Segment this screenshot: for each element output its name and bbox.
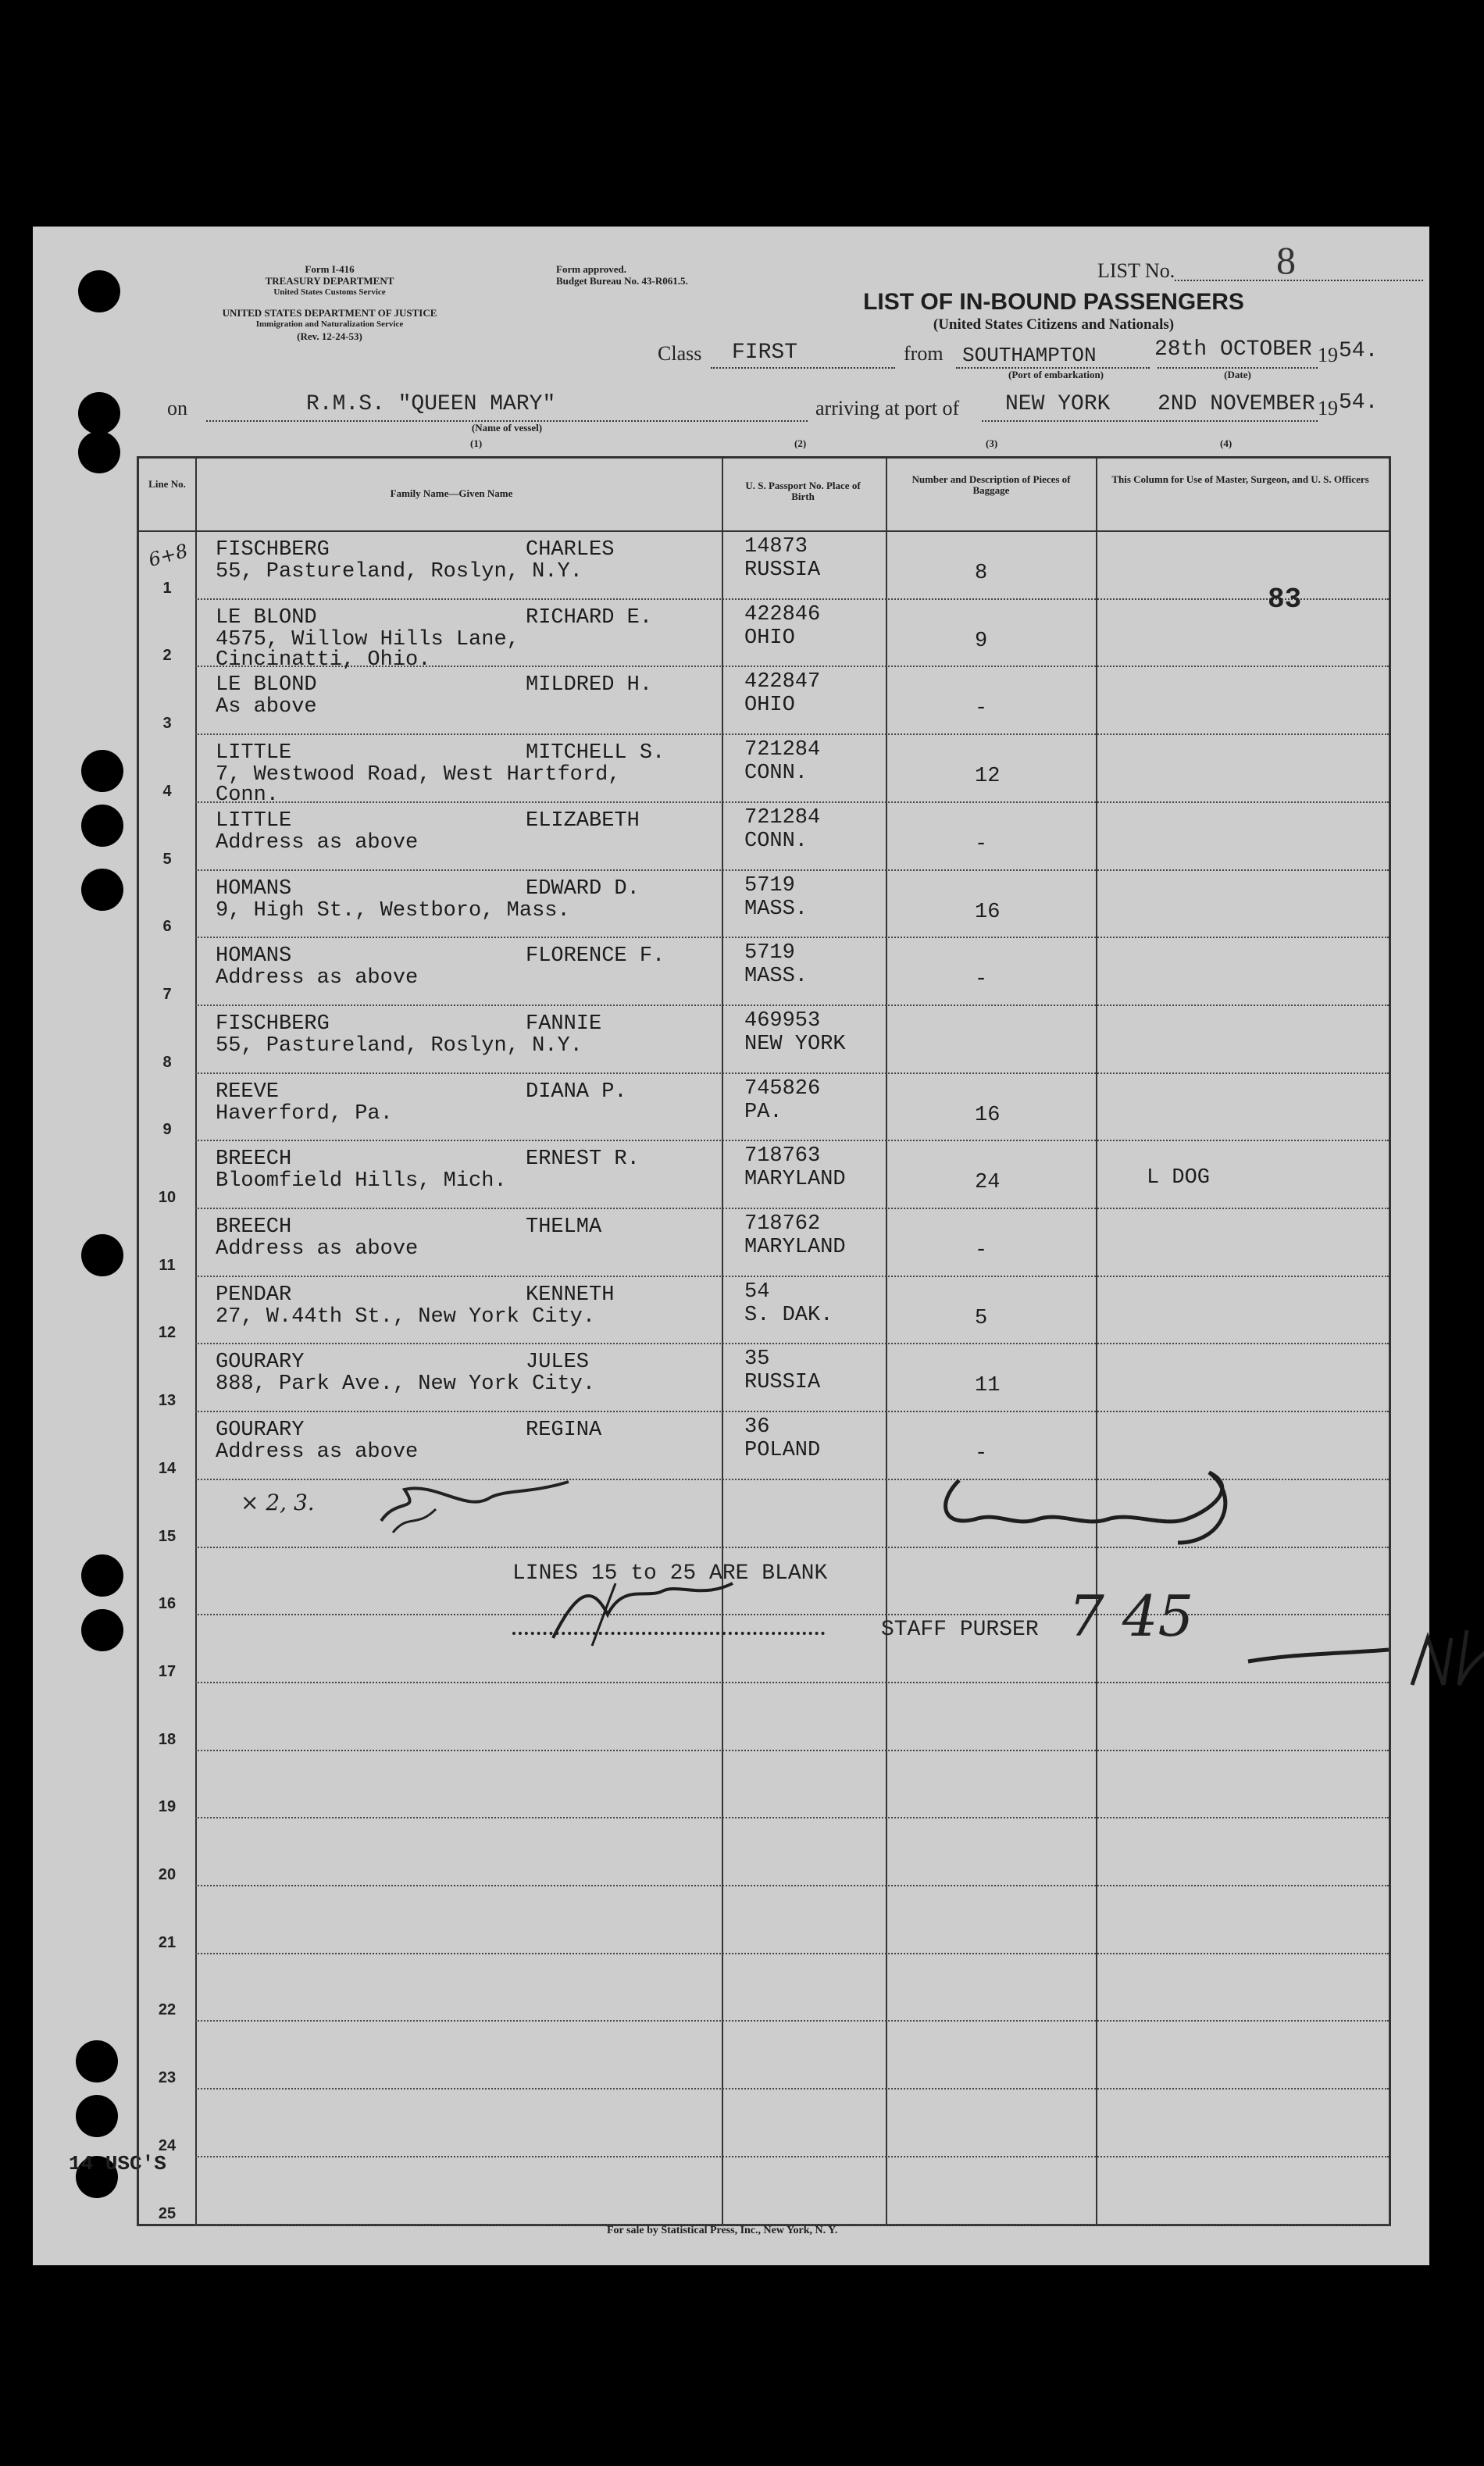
date-depart: 28th OCTOBER <box>1154 337 1312 362</box>
address: 4575, Willow Hills Lane, <box>216 627 519 651</box>
line-number: 22 <box>158 2001 177 2019</box>
class-label: Class <box>658 342 702 365</box>
row-rule <box>195 1411 1389 1412</box>
given-name: KENNETH <box>526 1283 615 1307</box>
given-name: CHARLES <box>526 538 615 562</box>
column-divider <box>195 459 197 2224</box>
row-rule <box>195 1005 1389 1006</box>
family-name: FISCHBERG <box>216 1012 330 1036</box>
list-no-line <box>1175 280 1423 281</box>
given-name: MILDRED H. <box>526 673 653 698</box>
col-marker-2: (2) <box>794 437 807 449</box>
passport-no: 422846 <box>744 602 821 626</box>
place-of-birth: MARYLAND <box>744 1236 846 1259</box>
initials-signature <box>1233 1607 1484 1701</box>
place-of-birth: OHIO <box>744 626 795 650</box>
row-rule <box>195 1953 1389 1954</box>
family-name: FISCHBERG <box>216 538 330 562</box>
baggage-count: 11 <box>975 1374 1001 1398</box>
address: Address as above <box>216 966 419 990</box>
header-line-no: Line No. <box>148 478 186 490</box>
given-name: JULES <box>526 1351 590 1375</box>
place-of-birth: CONN. <box>744 829 808 853</box>
checked-lines-note: × 2, 3. <box>241 1490 315 1515</box>
line-number: 4 <box>162 782 172 800</box>
punch-hole <box>76 2095 118 2137</box>
address-line-2: Conn. <box>216 783 280 808</box>
baggage-count: - <box>975 968 988 992</box>
given-name: FLORENCE F. <box>526 944 665 969</box>
on-label: on <box>167 397 187 419</box>
row-rule <box>195 2088 1389 2089</box>
address: 55, Pastureland, Roslyn, N.Y. <box>216 560 583 583</box>
baggage-count: 16 <box>975 900 1001 924</box>
line-number: 3 <box>162 715 172 733</box>
line-number: 23 <box>158 2069 177 2087</box>
passport-no: 5719 <box>744 873 795 898</box>
punch-hole <box>78 270 120 312</box>
baggage-count: - <box>975 697 988 721</box>
passport-no: 745826 <box>744 1076 821 1101</box>
line-number: 16 <box>158 1595 177 1613</box>
blank-lines-note: LINES 15 to 25 ARE BLANK <box>512 1561 828 1586</box>
line-number: 20 <box>158 1866 177 1883</box>
given-name: ERNEST R. <box>526 1147 640 1172</box>
passenger-table <box>137 456 1391 2226</box>
family-name: REEVE <box>216 1080 280 1104</box>
family-name: PENDAR <box>216 1283 292 1307</box>
address: Address as above <box>216 1440 419 1465</box>
passport-no: 721284 <box>744 738 821 762</box>
punch-hole <box>78 431 120 473</box>
row-rule <box>195 1885 1389 1886</box>
line-number: 1 <box>162 579 172 597</box>
officer-note: L DOG <box>1147 1166 1211 1190</box>
punch-hole <box>81 1554 123 1597</box>
line-number: 6 <box>162 918 172 936</box>
col-marker-4: (4) <box>1220 437 1233 449</box>
port-arrival: NEW YORK <box>1005 392 1111 416</box>
line-number: 14 <box>158 1459 177 1477</box>
line-number: 7 <box>162 985 172 1003</box>
list-no-label: LIST No. <box>1097 259 1175 282</box>
date-caption: (Date) <box>1224 369 1251 380</box>
list-title: LIST OF IN-BOUND PASSENGERS <box>863 289 1244 315</box>
passport-no: 718762 <box>744 1212 821 1236</box>
line-number: 9 <box>162 1121 172 1139</box>
row-rule <box>195 2020 1389 2022</box>
punch-hole <box>81 1609 123 1651</box>
row-rule <box>195 1817 1389 1818</box>
given-name: ELIZABETH <box>526 808 640 833</box>
row-rule <box>195 1750 1389 1751</box>
printer-footer: For sale by Statistical Press, Inc., New York, N. Y. <box>607 2225 838 2236</box>
list-no-value: 8 <box>1276 238 1296 282</box>
column-divider <box>1096 459 1097 2224</box>
row-rule <box>195 1276 1389 1277</box>
vessel-name: R.M.S. "QUEEN MARY" <box>306 392 556 416</box>
punch-hole <box>81 805 123 847</box>
approval-line-1: Form approved. <box>556 263 627 275</box>
revision: (Rev. 12-24-53) <box>297 330 362 342</box>
line-number: 18 <box>158 1730 177 1748</box>
family-name: LITTLE <box>216 741 292 765</box>
baggage-count: - <box>975 1442 988 1466</box>
place-of-birth: NEW YORK <box>744 1032 846 1056</box>
baggage-count: 8 <box>975 562 988 585</box>
passport-no: 54 <box>744 1279 770 1304</box>
vessel-caption: (Name of vessel) <box>471 422 543 434</box>
line-number: 21 <box>158 1933 177 1951</box>
place-of-birth: MARYLAND <box>744 1168 846 1192</box>
officer-count: 83 <box>1268 583 1302 616</box>
row-rule <box>195 1682 1389 1683</box>
given-name: FANNIE <box>526 1012 602 1036</box>
line-number: 11 <box>159 1256 176 1274</box>
officer-signature <box>373 1466 576 1536</box>
given-name: MITCHELL S. <box>526 741 665 765</box>
date-arrive: 2ND NOVEMBER <box>1158 392 1315 416</box>
place-of-birth: S. DAK. <box>744 1303 833 1327</box>
given-name: RICHARD E. <box>526 605 653 630</box>
header-baggage: Number and Description of Pieces of Baggage <box>911 473 1071 496</box>
line-number: 8 <box>162 1053 172 1071</box>
baggage-count: 5 <box>975 1306 988 1330</box>
punch-hole <box>76 2040 118 2082</box>
arrival-line <box>982 420 1318 422</box>
family-name: BREECH <box>216 1215 292 1239</box>
place-of-birth: MASS. <box>744 965 808 989</box>
row-rule <box>195 869 1389 871</box>
header-passport: U. S. Passport No. Place of Birth <box>745 480 861 502</box>
family-name: HOMANS <box>216 876 292 901</box>
passport-no: 36 <box>744 1415 770 1440</box>
baggage-count: 9 <box>975 629 988 653</box>
port-embark: SOUTHAMPTON <box>962 344 1097 367</box>
class-line <box>711 367 895 369</box>
address: 27, W.44th St., New York City. <box>216 1304 596 1329</box>
ins-service: Immigration and Naturalization Service <box>255 319 404 329</box>
year-arrive-prefix: 19 <box>1318 397 1338 419</box>
address: 888, Park Ave., New York City. <box>216 1372 596 1397</box>
line-number: 17 <box>158 1662 177 1680</box>
address: Address as above <box>216 1237 419 1261</box>
address: Bloomfield Hills, Mich. <box>216 1169 507 1194</box>
baggage-count: - <box>975 1239 988 1262</box>
row-rule <box>195 937 1389 938</box>
line-number: 5 <box>162 850 172 868</box>
row-rule <box>195 1140 1389 1141</box>
place-of-birth: OHIO <box>744 694 795 718</box>
baggage-count: 24 <box>975 1171 1001 1195</box>
line-number: 10 <box>158 1189 177 1206</box>
col-marker-1: (1) <box>470 437 483 449</box>
passport-no: 718763 <box>744 1144 821 1169</box>
purser-signature <box>545 1568 748 1654</box>
passport-no: 721284 <box>744 805 821 830</box>
row-rule <box>195 733 1389 735</box>
passport-no: 469953 <box>744 1008 821 1033</box>
place-of-birth: RUSSIA <box>744 559 821 582</box>
header-rule <box>139 530 1389 532</box>
place-of-birth: CONN. <box>744 762 808 786</box>
passport-no: 5719 <box>744 941 795 965</box>
address: 9, High St., Westboro, Mass. <box>216 898 570 923</box>
customs-service: United States Customs Service <box>273 287 386 297</box>
address: 7, Westwood Road, West Hartford, <box>216 763 621 787</box>
from-label: from <box>904 342 944 365</box>
row-rule <box>195 801 1389 803</box>
row-rule <box>195 1208 1389 1209</box>
line-number: 19 <box>158 1798 177 1816</box>
treasury-dept: TREASURY DEPARTMENT <box>265 275 394 287</box>
place-of-birth: POLAND <box>744 1439 821 1463</box>
baggage-count: - <box>975 832 988 856</box>
header-name: Family Name—Given Name <box>390 487 513 499</box>
family-name: BREECH <box>216 1147 292 1172</box>
class-value: FIRST <box>732 341 798 365</box>
address: 55, Pastureland, Roslyn, N.Y. <box>216 1033 583 1058</box>
row-rule <box>195 1614 1389 1615</box>
place-of-birth: PA. <box>744 1100 783 1124</box>
list-subtitle: (United States Citizens and Nationals) <box>933 316 1175 333</box>
family-name: LE BLOND <box>216 605 317 630</box>
col-marker-3: (3) <box>986 437 998 449</box>
punch-hole <box>81 1234 123 1276</box>
baggage-count: 16 <box>975 1103 1001 1127</box>
row-rule <box>195 598 1389 600</box>
margin-note: 6+8 <box>146 539 191 572</box>
column-divider <box>722 459 723 2224</box>
family-name: LITTLE <box>216 808 292 833</box>
punch-hole <box>78 392 120 434</box>
row-rule <box>195 1343 1389 1344</box>
family-name: LE BLOND <box>216 673 317 698</box>
form-number: Form I-416 <box>305 263 355 275</box>
arriving-label: arriving at port of <box>815 397 960 419</box>
line-number: 13 <box>158 1392 177 1410</box>
year-arrive: 54. <box>1339 391 1379 415</box>
address-line-2: Cincinatti, Ohio. <box>216 648 431 672</box>
row-rule <box>195 2224 1389 2225</box>
line-number: 15 <box>158 1527 177 1545</box>
inspector-signature <box>928 1457 1256 1551</box>
place-of-birth: RUSSIA <box>744 1371 821 1395</box>
justice-dept: UNITED STATES DEPARTMENT OF JUSTICE <box>222 307 437 319</box>
given-name: THELMA <box>526 1215 602 1239</box>
family-name: GOURARY <box>216 1351 305 1375</box>
punch-hole <box>81 750 123 792</box>
column-divider <box>886 459 887 2224</box>
embark-caption: (Port of embarkation) <box>1008 369 1104 380</box>
address: Haverford, Pa. <box>216 1101 393 1126</box>
given-name: REGINA <box>526 1419 602 1443</box>
passport-no: 35 <box>744 1347 770 1372</box>
address: Address as above <box>216 830 419 855</box>
given-name: EDWARD D. <box>526 876 640 901</box>
line-number: 24 <box>158 2136 177 2154</box>
line-number: 25 <box>158 2204 177 2222</box>
given-name: DIANA P. <box>526 1080 627 1104</box>
time-note: 7 45 <box>1068 1583 1194 1649</box>
family-name: GOURARY <box>216 1419 305 1443</box>
line-number: 2 <box>162 647 172 665</box>
row-rule <box>195 2156 1389 2157</box>
place-of-birth: MASS. <box>744 897 808 921</box>
baggage-count: 12 <box>975 765 1001 789</box>
row-rule <box>195 1072 1389 1074</box>
header-officers: This Column for Use of Master, Surgeon, and U. S. Officers <box>1111 473 1369 485</box>
year-depart-prefix: 19 <box>1318 344 1338 366</box>
usc-note: 14 USC'S <box>69 2152 166 2175</box>
purser-label: STAFF PURSER <box>881 1618 1039 1642</box>
approval-line-2: Budget Bureau No. 43-R061.5. <box>556 275 688 287</box>
passport-no: 14873 <box>744 535 808 559</box>
year-depart: 54. <box>1339 339 1379 363</box>
address: As above <box>216 695 317 719</box>
punch-hole <box>81 869 123 911</box>
passport-no: 422847 <box>744 670 821 694</box>
family-name: HOMANS <box>216 944 292 969</box>
line-number: 12 <box>158 1324 177 1342</box>
